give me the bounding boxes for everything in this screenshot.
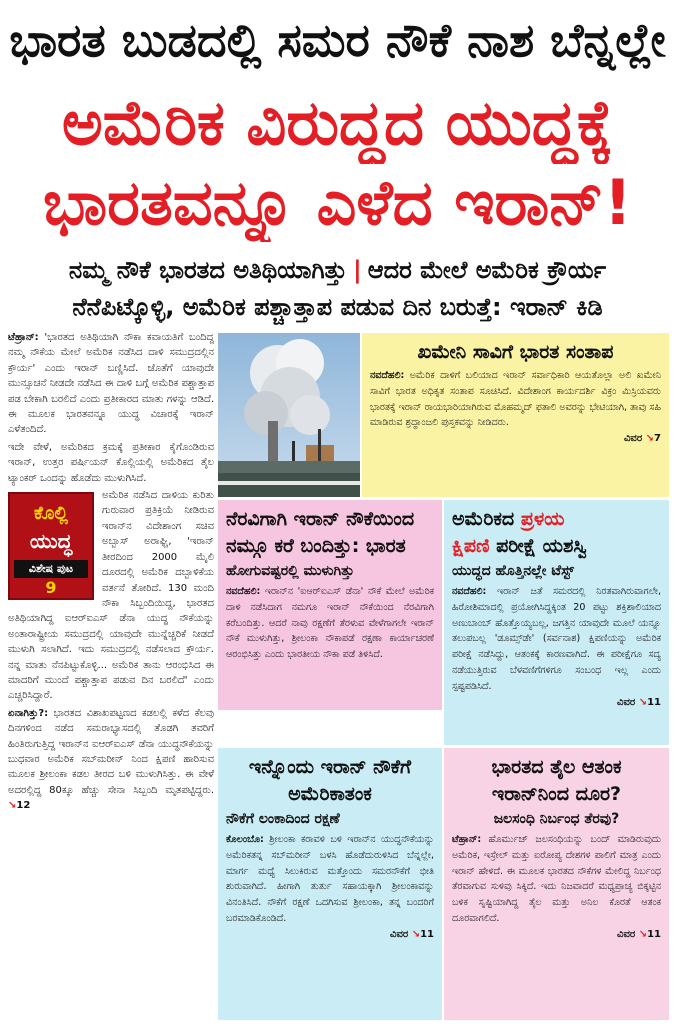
- main-story-para3: ಅಮೆರಿಕ ನಡೆಸಿದ ದಾಳಿಯ ಕುರಿತು ಗುರುವಾರ ಪ್ರತಿಕ್ರಿಯೆ ನೀಡಿರುವ ಇರಾನ್‌ನ ವಿದೇಶಾಂಗ ಸಚಿವ ಅಬ್ಬಾಸ್ ಅರಾಘ್ಚಿ, 'ಇರಾನ್ ತೀರದಿಂದ 2000 ಮೈಲಿ ದೂರದಲ್ಲಿ ಅಮೆರಿಕ ದಬ್ಬಾಳಿಕೆಯ ವರ್ತನೆ ತೋರಿದೆ. 130 ಮಂದಿ ನೌಕಾ ಸಿಬ್ಬಂದಿಯಿದ್ದ, ಭಾರತದ ಅತಿಥಿಯಾಗಿದ್ದ ಐಆರ್‌ಐಎಸ್ ಡೆನಾ ಯುದ್ಧ ನೌಕೆಯನ್ನು ಅಂತಾರಾಷ್ಟ್ರೀಯ ಸಮುದ್ರದಲ್ಲಿ ಯಾವುದೇ ಮುನ್ನೆಚ್ಚರಿಕೆ ನೀಡದೆ ಮುಳುಗಿ ಸಲಾಗಿದೆ. ಇದು ಸಮುದ್ರದಲ್ಲಿ ನಡೆಸಲಾದ ಕ್ರೌರ್ಯ. ನನ್ನ ಮಾತು ನೆನಪಿಟ್ಟುಕೊಳ್ಳಿ... ಅಮೆರಿಕ ತಾನು ಆರಂಭಿಸಿದ ಈ ಮಾದರಿಗೆ ಮುಂದೆ ಪಶ್ಚಾತ್ತಾಪ ಪಡುವ ದಿನ ಬರಲಿದೆ' ಎಂದು ಎಚ್ಚರಿಸಿದ್ದಾರೆ.: [8, 490, 214, 702]
- arrow-icon: ↘: [638, 696, 648, 708]
- story-khamenei-more-link[interactable]: ವಿವರ ↘7: [623, 433, 661, 445]
- headline-main-line2: ಭಾರತವನ್ನೂ ಎಳೆದ ಇರಾನ್!: [42, 166, 633, 239]
- story-missile-more-link[interactable]: ವಿವರ ↘11: [617, 696, 661, 708]
- main-story-para2: ಇದೇ ವೇಳೆ, ಅಮೆರಿಕದ ಕ್ರಮಕ್ಕೆ ಪ್ರತೀಕಾರ ಕೈಗೊಂಡಿರುವ ಇರಾನ್, ಉತ್ತರ ಪರ್ಷಿಯನ್ ಕೊಲ್ಲಿಯಲ್ಲಿ ಅಮೆರಿಕದ ತೈಲ ಟ್ಯಾಂಕರ್ ಒಂದನ್ನು ಹೊಡೆದು ಮುಳುಗಿಸಿದೆ.: [8, 441, 214, 484]
- main-story: [8, 330, 214, 1020]
- photo-illustration: [218, 333, 360, 497]
- story-oil-body: ಟೆಹ್ರಾನ್: ಹೊರ್ಮುಜ್ ಜಲಸಂಧಿಯನ್ನು ಬಂದ್ ಮಾಡಿರುವುದು ಅಮೆರಿಕ, ಇಸ್ರೇಲ್ ಮತ್ತು ಐರೋಪ್ಯ ದೇಶಗಳ ಪಾಲಿಗೆ ಮಾತ್ರ ಎಂದು ಇರಾನ್ ಹೇಳಿದೆ. ಈ ಮೂಲಕ ಭಾರತದ ನೌಕೆಗಳ ಮೇಲಿದ್ದ ನಿರ್ಬಂಧ ತೆರವಾಗುವ ಸುಳಿವು ಸಿಕ್ಕಿದೆ. ಇದು ನಿಜವಾದರೆ ಮಧ್ಯಪ್ರಾಚ್ಯ ಬಿಕ್ಕಟ್ಟಿನ ಬಳಿಕ ಸೃಷ್ಟಿಯಾಗಿದ್ದ ತೈಲ ಮತ್ತು ಅನಿಲ ಕೊರತೆ ಆತಂಕ ದೂರವಾಗಲಿದೆ.: [452, 834, 661, 924]
- arrow-icon: ↘: [638, 928, 648, 940]
- subheadline-line1: [0, 250, 675, 290]
- arrow-icon: ↘: [645, 433, 655, 445]
- subheadline-part1: ನಮ್ಮ ನೌಕೆ ಭಾರತದ ಅತಿಥಿಯಾಗಿತ್ತು: [68, 256, 347, 284]
- story-lanka-body: ಕೊಲಂಬೊ: ಶ್ರೀಲಂಕಾ ಕರಾವಳಿ ಬಳಿ ಇರಾನ್‌ನ ಯುದ್ಧನೌಕೆಯನ್ನು ಅಮೆರಿಕತನ್ನ ಸಬ್‌ಮರೀನ್ ಬಳಸಿ ಹೊಡೆದುರುಳಿಸಿದ ಬೆನ್ನಲ್ಲೇ, ಮಾರ್ಗ ಮಧ್ಯೆ ಸಿಲುಕಿರುವ ಮತ್ತೊಂದು ಸಮರನೌಕೆಗೆ ಭೀತಿ ಶುರುವಾಗಿದೆ. ಹೀಗಾಗಿ ತುರ್ತು ಸಹಾಯಕ್ಕಾಗಿ ಶ್ರೀಲಂಕಾವನ್ನು ವಿನಂತಿಸಿದೆ. ನೌಕೆಗೆ ರಕ್ಷಣೆ ಒದಗಿಸುವ ಶ್ರೀಲಂಕಾ, ತನ್ನ ಬಂದರಿಗೆ ಬರಮಾಡಿಕೊಂಡಿದೆ.: [226, 834, 434, 924]
- gulf-war-badge[interactable]: [8, 492, 94, 600]
- headline-kicker: ಭಾರತ ಬುಡದಲ್ಲಿ ಸಮರ ನೌಕೆ ನಾಶ ಬೆನ್ನಲ್ಲೇ: [9, 13, 666, 67]
- subheadline-part2: ಆದರ ಮೇಲೆ ಅಮೆರಿಕ ಕ್ರೌರ್ಯ: [367, 256, 607, 284]
- story-missile-subtitle: ಯುದ್ಧದ ಹೊತ್ತಿನಲ್ಲೇ ಟೆಸ್ಟ್: [452, 563, 575, 579]
- subheadline-line2: ನೆನೆಪಿಟ್ಕೊಳ್ಳಿ, ಅಮೆರಿಕ ಪಶ್ಚಾತ್ತಾಪ ಪಡುವ ದಿನ ಬರುತ್ತೆ: ಇರಾನ್ ಕಿಡಿ: [72, 293, 603, 321]
- subheadline-separator: |: [352, 256, 362, 284]
- story-lanka-title: ಇನ್ನೊಂದು ಇರಾನ್ ನೌಕೆಗೆ ಅಮೆರಿಕಾತಂಕ: [248, 756, 412, 805]
- story-rescue-subtitle: ಹೋಗುವಷ್ಟರಲ್ಲಿ ಮುಳುಗಿತ್ತು: [226, 563, 355, 579]
- story-missile-title: ಅಮೆರಿಕದ ಪ್ರಳಯ ಕ್ಷಿಪಣಿ ಪರೀಕ್ಷೆ ಯಶಸ್ವಿ: [452, 508, 587, 557]
- warship-smoke-photo: [218, 333, 360, 497]
- main-story-dateline: ಟೆಹ್ರಾನ್:: [8, 332, 39, 343]
- story-missile-test: [444, 500, 669, 745]
- story-oil-subtitle: ಜಲಸಂಧಿ ನಿರ್ಬಂಧ ತೆರವು?: [493, 811, 620, 827]
- main-story-para4: ಏನಾಗಿತ್ತು?: ಭಾರತದ ವಿಶಾಖಪಟ್ಟಣದ ಕಡಲಲ್ಲಿ ಕಳೆದ ಕೆಲವು ದಿನಗಳಿಂದ ನಡೆದ ಸಮರಾಭ್ಯಾಸದಲ್ಲಿ ತೊಡಗಿ ತವರಿಗೆ ಹಿಂತಿರುಗುತ್ತಿದ್ದ ಇರಾನ್‌ನ ಐಆರ್‌ಐಎಸ್ ಡೆನಾ ಯುದ್ಧನೌಕೆಯನ್ನು ಬುಧವಾರ ಅಮೆರಿಕ ಸಬ್‌ಮರೀನ್ ನಿಂದ ಕ್ಷಿಪಣಿ ಹಾರಿಸುವ ಮೂಲಕ ಶ್ರೀಲಂಕಾ ಕಡಲ ತೀರದ ಬಳಿ ಮುಳುಗಿಸಿತ್ತು. ಈ ವೇಳೆ ಅದರಲ್ಲಿದ್ದ 80ಕ್ಕೂ ಹೆಚ್ಚು ಸೇನಾ ಸಿಬ್ಬಂದಿ ಮೃತಪಟ್ಟಿದ್ದರು. ↘12: [8, 707, 214, 812]
- story-khamenei: [362, 333, 669, 497]
- badge-line3: ವಿಶೇಷ ಪುಟ: [14, 560, 88, 578]
- main-story-continued-page[interactable]: 12: [16, 800, 31, 812]
- badge-page: 9: [45, 578, 57, 598]
- story-rescue-title: ನೆರವಿಗಾಗಿ ಇರಾನ್ ನೌಕೆಯಿಂದ ನಮ್ಗೂ ಕರೆ ಬಂದಿತ್ತು: ಭಾರತ: [226, 508, 415, 557]
- badge-line2: ಯುದ್ಧ: [29, 529, 73, 554]
- story-rescue-body: ನವದೆಹಲಿ: ಇರಾನ್‌ನ 'ಐಆರ್‌ಐಎಸ್ ಡೆನಾ' ನೌಕೆ ಮೇಲೆ ಅಮೆರಿಕ ದಾಳಿ ನಡೆಸಿದಾಗ ನಮಗೂ ಇರಾನ್ ನೌಕೆಯಿಂದ ನೆರವಿಗಾಗಿ ಕರೆಬಂದಿತ್ತು. ಆದರೆ ನಾವು ರಕ್ಷಣೆಗೆ ತೆರಳುವ ವೇಳೆಗಾಗಲೇ ಇರಾನ್ ನೌಕೆ ಮುಳುಗಿತ್ತು, ಶ್ರೀಲಂಕಾ ನೌಕಾಪಡೆ ರಕ್ಷಣಾ ಕಾರ್ಯಾಚರಣೆ ಆರಂಭಿಸಿತ್ತು ಎಂದು ಭಾರತೀಯ ನೌಕಾ ಪಡೆ ತಿಳಿಸಿದೆ.: [226, 586, 434, 661]
- main-story-para1: ಟೆಹ್ರಾನ್: 'ಭಾರತದ ಅತಿಥಿಯಾಗಿ ನೌಕಾ ಕವಾಯತಿಗೆ ಬಂದಿದ್ದ ನಮ್ಮ ನೌಕೆಯ ಮೇಲೆ ಅಮೆರಿಕ ನಡೆಸಿದ ದಾಳಿ ಸಮುದ್ರದಲ್ಲಿನ ಕ್ರೌರ್ಯ' ಎಂದು ಇರಾನ್ ಬಣ್ಣಿಸಿದೆ. ಜೊತೆಗೆ ಯಾವುದೇ ಮುನ್ಸೂಚನೆ ನೀಡದೇ ನಡೆಸಿದ ಈ ದಾಳಿ ಬಗ್ಗೆ ಅಮೆರಿಕ ಪಶ್ಚಾತ್ತಾಪ ಪಡ ಬೇಕಾಗಿ ಬರಲಿದೆ ಎಂದು ಪ್ರತೀಕಾರದ ಮಾತು ಗಳನ್ನು ಆಡಿದೆ. ಈ ಮೂಲಕ ಭಾರತವನ್ನೂ ಯುದ್ಧ ವಿಚಾರಕ್ಕೆ ಇರಾನ್ ಎಳೆತಂದಿದೆ.: [8, 332, 214, 436]
- continue-arrow-icon: ↘: [8, 800, 17, 812]
- story-lanka-subtitle: ನೌಕೆಗೆ ಲಂಕಾದಿಂದ ರಕ್ಷಣೆ: [226, 811, 340, 827]
- story-khamenei-title: ಖಮೇನಿ ಸಾವಿಗೆ ಭಾರತ ಸಂತಾಪ: [417, 341, 614, 363]
- story-rescue-call: [218, 500, 442, 710]
- story-lanka-rescue: [218, 748, 442, 1020]
- story-khamenei-body: ನವದೆಹಲಿ: ಅಮೆರಿಕ ದಾಳಿಗೆ ಬಲಿಯಾದ ಇರಾನ್ ಸರ್ವಾಧಿಕಾರಿ ಆಯತೊಲ್ಲಾ ಅಲಿ ಖಮೇನಿ ಸಾವಿಗೆ ಭಾರತ ಅಧಿಕೃತ ಸಂತಾಪ ಸೂಚಿಸಿದೆ. ವಿದೇಶಾಂಗ ಕಾರ್ಯದರ್ಶಿ ವಿಕ್ರಂ ಮಿಸ್ರಿಯವರು ಭಾರತಕ್ಕೆ ಇರಾನ್ ರಾಯಭಾರಿಯಾಗಿರುವ ಮೊಹಮ್ಮದ್ ಫತಾಲಿ ಅವರನ್ನು ಭೇಟಿಯಾಗಿ, ತಾವು ಸಹಿ ಮಾಡಿರುವ ಶ್ರದ್ಧಾಂಜಲಿ ಪುಸ್ತಕವನ್ನು ನೀಡಿದರು.: [370, 370, 661, 429]
- story-oil-title: ಭಾರತದ ತೈಲ ಆತಂಕ ಇರಾನ್‌ನಿಂದ ದೂರ?: [491, 756, 622, 805]
- badge-line1: ಕೊಲ್ಲಿ: [34, 503, 68, 525]
- story-missile-body: ನವದೆಹಲಿ: ಇರಾನ್ ಜತೆ ಸಮರದಲ್ಲಿ ನಿರತವಾಗಿರುವಾಗಲೇ, ಹಿರೋಶಿಮಾದಲ್ಲಿ ಪ್ರಯೋಗಿಸಿದ್ದಕ್ಕಿಂತ 20 ಪಟ್ಟು ಶಕ್ತಿಶಾಲಿಯಾದ ಅಣುಬಾಂಬ್ ಹೊತ್ತೊಯ್ಯಬಲ್ಲ, ಜಗತ್ತಿನ ಯಾವುದೇ ಮೂಲೆ ಯನ್ನೂ ತಲುಪಬಲ್ಲ 'ಡೂಮ್ಸ್‌ಡೇ' (ಸರ್ವನಾಶ) ಕ್ಷಿಪಣಿಯನ್ನು ಅಮೆರಿಕ ಪರೀಕ್ಷೆ ನಡೆಸಿದ್ದು, ಆತಂಕಕ್ಕೆ ಕಾರಣವಾಗಿದೆ. ಈ ಪರೀಕ್ಷೆಗೂ ಸದ್ಯ ನಡೆಯುತ್ತಿರುವ ಬೆಳವಣಿಗೆಗಳಿಗೂ ಸಂಬಂಧ ಇಲ್ಲ ಎಂದು ಸ್ಪಷ್ಟಪಡಿಸಿದೆ.: [452, 586, 661, 692]
- arrow-icon: ↘: [411, 928, 421, 940]
- main-story-p4-lead: ಏನಾಗಿತ್ತು?:: [8, 707, 49, 719]
- story-oil-more-link[interactable]: ವಿವರ ↘11: [617, 928, 661, 940]
- story-lanka-more-link[interactable]: ವಿವರ ↘11: [390, 928, 434, 940]
- story-oil-worry: [444, 748, 669, 1020]
- headline-main-line1: ಅಮೆರಿಕ ವಿರುದ್ಧದ ಯುದ್ಧಕ್ಕೆ: [61, 86, 614, 159]
